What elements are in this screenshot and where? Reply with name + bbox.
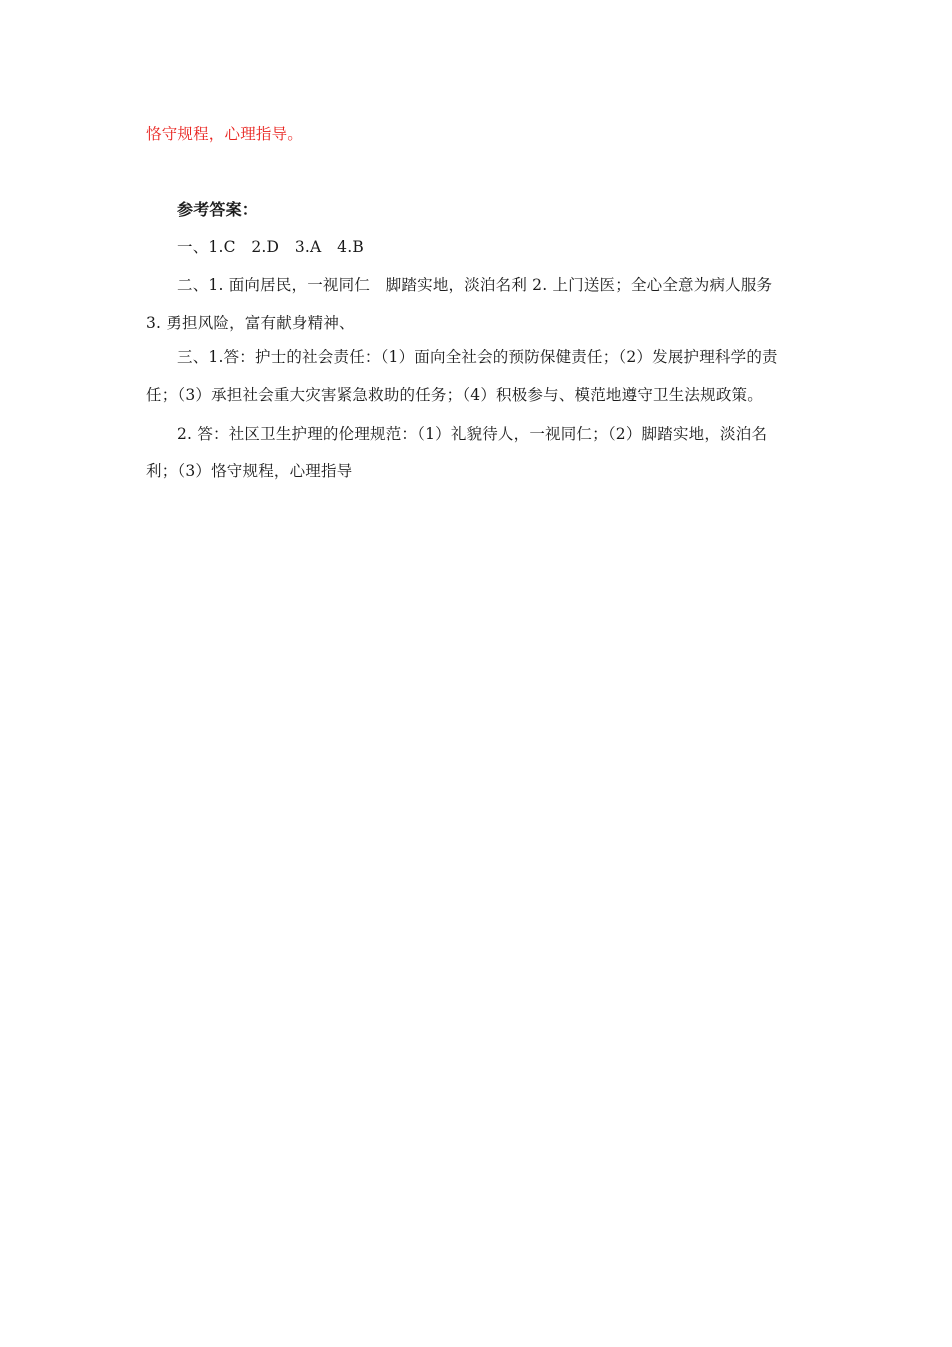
answer-part3-line2: 任；（3）承担社会重大灾害紧急救助的任务；（4）积极参与、模范地遵守卫生法规政策。 [146, 386, 763, 404]
answer-part3-q2-line2: 利；（3）恪守规程，心理指导 [146, 462, 353, 480]
answer-part3-line1: 三、1.答：护士的社会责任：（1）面向全社会的预防保健责任；（2）发展护理科学的责 [177, 348, 778, 366]
answer-part1: 一、1.C 2.D 3.A 4.B [177, 238, 364, 256]
answer-part2-line1: 二、1. 面向居民，一视同仁 脚踏实地，淡泊名利 2. 上门送医；全心全意为病人服务 [177, 276, 773, 294]
answer-part3-q2-line1: 2. 答：社区卫生护理的伦理规范：（1）礼貌待人，一视同仁；（2）脚踏实地，淡泊名 [177, 425, 768, 443]
answer-part2-line2: 3. 勇担风险，富有献身精神、 [146, 314, 355, 332]
answers-heading: 参考答案： [177, 200, 259, 219]
continued-question-text: 恪守规程，心理指导。 [146, 125, 304, 143]
